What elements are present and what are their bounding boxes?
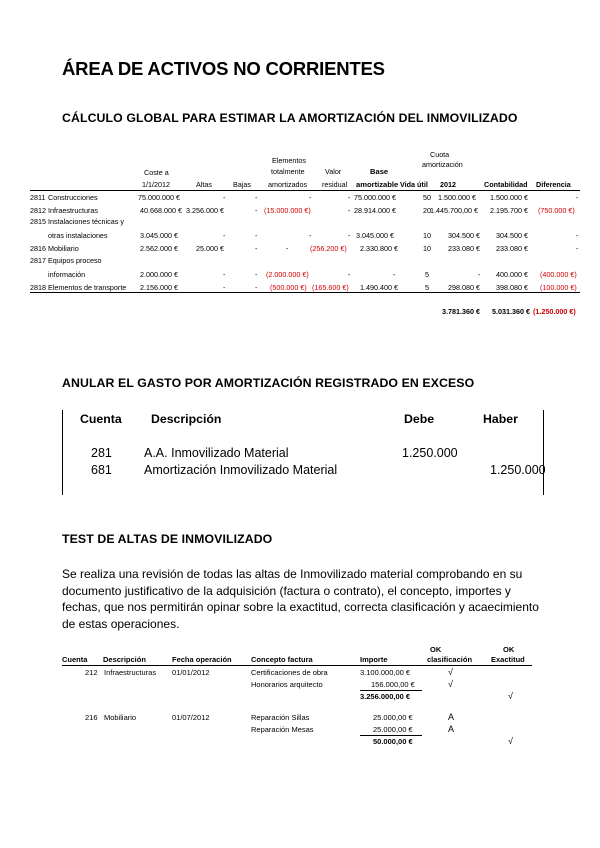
row-code: 2811 xyxy=(30,193,46,202)
row-contab: 1.500.000 € xyxy=(490,193,528,202)
row-coste: 3.045.000 € xyxy=(140,231,178,240)
a-mark-icon: A xyxy=(448,724,455,734)
journal-row-descripcion: Amortización Inmovilizado Material xyxy=(144,463,338,477)
total-diferencia: (1.250.000 €) xyxy=(533,307,576,316)
header-cuota-1: Cuota xyxy=(430,150,450,159)
row-cuota: 1.445.700,00 € xyxy=(430,206,478,215)
journal-header-debe: Debe xyxy=(404,412,435,426)
row-base: 1.490.400 € xyxy=(360,283,398,292)
header-cuota-2: amortización xyxy=(422,160,463,169)
row-valor: (165.600 €) xyxy=(312,283,349,292)
row-altas: 25.000 € xyxy=(196,244,224,253)
row-vida: 10 xyxy=(423,231,431,240)
row-cuota: 304.500 € xyxy=(448,231,480,240)
header-valor-2: residual xyxy=(322,180,348,189)
row-dif: - xyxy=(576,244,579,253)
row-coste: 2.562.000 € xyxy=(140,244,178,253)
page-title: ÁREA DE ACTIVOS NO CORRIENTES xyxy=(62,58,385,79)
altas-concepto: Reparación Sillas xyxy=(251,713,310,722)
header-altas: Altas xyxy=(196,180,212,189)
section-heading-test-altas: TEST DE ALTAS DE INMOVILIZADO xyxy=(62,532,273,546)
row-vida: 50 xyxy=(423,193,431,202)
altas-fecha: 01/01/2012 xyxy=(172,668,210,677)
row-valor: - xyxy=(348,231,351,240)
row-name: Infraestructuras xyxy=(48,206,98,215)
check-icon: √ xyxy=(448,679,453,689)
row-cuota: - xyxy=(478,270,481,279)
header-cuota-3: 2012 xyxy=(440,180,456,189)
row-contab: 233.080 € xyxy=(496,244,528,253)
altas-fecha: 01/07/2012 xyxy=(172,713,210,722)
altas-importe: 25.000,00 € xyxy=(373,713,413,722)
row-name: Elementos de transporte xyxy=(48,283,127,292)
altas-descripcion: Mobiliario xyxy=(104,713,137,722)
total-cuota: 3.781.360 € xyxy=(442,307,480,316)
altas-concepto: Certificaciones de obra xyxy=(251,668,328,677)
altas-descripcion: Infraestructuras xyxy=(104,668,157,677)
row-bajas: - xyxy=(255,231,258,240)
row-cuota: 1.500.000 € xyxy=(438,193,476,202)
row-elem: - xyxy=(286,244,289,253)
row-vida: 5 xyxy=(425,270,429,279)
header-elementos-3: amortizados xyxy=(268,180,308,189)
row-vida: 10 xyxy=(423,244,431,253)
row-base: 3.045.000 € xyxy=(356,231,394,240)
altas-header-clasificacion: clasificación xyxy=(427,655,473,664)
section-heading-amortizacion: CÁLCULO GLOBAL PARA ESTIMAR LA AMORTIZACIÓN DEL INMOVILIZADO xyxy=(62,111,518,125)
row-base: 2.330.800 € xyxy=(360,244,398,253)
row-cuota: 233.080 € xyxy=(448,244,480,253)
row-altas: - xyxy=(223,231,226,240)
row-altas: - xyxy=(223,193,226,202)
altas-cuenta: 216 xyxy=(85,713,98,722)
row-code: 2812 xyxy=(30,206,46,215)
row-elem: - xyxy=(309,231,312,240)
header-elementos-2: totalmente xyxy=(271,167,305,176)
row-bajas: - xyxy=(255,283,258,292)
row-code: 2818 xyxy=(30,283,46,292)
header-elementos-1: Elementos xyxy=(272,156,306,165)
row-coste: 2.000.000 € xyxy=(140,270,178,279)
row-altas: - xyxy=(223,270,226,279)
row-coste: 40.668.000 € xyxy=(140,206,182,215)
header-base-1: Base xyxy=(370,167,389,176)
header-bajas: Bajas xyxy=(233,180,251,189)
altas-header-exactitud: Exactitud xyxy=(491,655,525,664)
altas-total: 3.256.000,00 € xyxy=(360,692,411,701)
journal-row-cuenta: 681 xyxy=(91,463,112,477)
header-contabilidad: Contabilidad xyxy=(484,180,528,189)
row-name: Equipos proceso xyxy=(48,256,102,265)
check-icon: √ xyxy=(448,667,453,677)
altas-header-cuenta: Cuenta xyxy=(62,655,88,664)
row-code: 2817 xyxy=(30,256,46,265)
row-name: Construcciones xyxy=(48,193,98,202)
row-contab: 398.080 € xyxy=(496,283,528,292)
header-diferencia: Diferencia xyxy=(536,180,571,189)
row-coste: 2.156.000 € xyxy=(140,283,178,292)
check-icon: √ xyxy=(508,736,513,746)
row-code: 2815 xyxy=(30,217,46,226)
row-dif: - xyxy=(576,193,579,202)
row-altas: 3.256.000 € xyxy=(186,206,224,215)
row-bajas: - xyxy=(255,206,258,215)
row-valor: - xyxy=(348,270,351,279)
row-dif: (100.000 €) xyxy=(540,283,577,292)
journal-entry xyxy=(62,410,544,495)
altas-cuenta: 212 xyxy=(85,668,98,677)
row-bajas: - xyxy=(255,244,258,253)
altas-header-ok-1: OK xyxy=(430,645,442,654)
row-elem: (15.000.000 €) xyxy=(264,206,311,215)
header-valor-1: Valor xyxy=(325,167,342,176)
row-valor: - xyxy=(348,206,351,215)
row-valor: - xyxy=(348,193,351,202)
header-base-2: amortizable xyxy=(356,180,399,189)
journal-row-descripcion: A.A. Inmovilizado Material xyxy=(144,446,289,460)
altas-concepto: Reparación Mesas xyxy=(251,725,314,734)
row-altas: - xyxy=(223,283,226,292)
test-description: Se realiza una revisión de todas las altas de Inmovilizado material comprobando en su documento justificativo de la adquisición (factura o contrato), el concepto, importes y fechas, que nos permitirán opinar sobre la exactitud, correcta clasificación y acaecimiento de estas operaciones. xyxy=(62,567,539,631)
row-base: - xyxy=(393,270,396,279)
total-contabilidad: 5.031.360 € xyxy=(492,307,530,316)
altas-header-concepto: Concepto factura xyxy=(251,655,313,664)
row-coste: 75.000.000 € xyxy=(138,193,180,202)
row-base: 75.000.000 € xyxy=(354,193,396,202)
journal-row-debe: 1.250.000 xyxy=(402,446,458,460)
altas-header-descripcion: Descripción xyxy=(103,655,146,664)
altas-header-ok-2: OK xyxy=(503,645,515,654)
journal-row-cuenta: 281 xyxy=(91,446,112,460)
section-heading-anular: ANULAR EL GASTO POR AMORTIZACIÓN REGISTRADO EN EXCESO xyxy=(62,376,475,390)
row-vida: 20 xyxy=(423,206,431,215)
row-vida: 5 xyxy=(425,283,429,292)
amortization-table xyxy=(30,150,590,320)
journal-row-haber: 1.250.000 xyxy=(490,463,546,477)
row-code: 2816 xyxy=(30,244,46,253)
altas-header-fecha: Fecha operación xyxy=(172,655,232,664)
row-elem: - xyxy=(309,193,312,202)
row-valor: (256.200 €) xyxy=(310,244,347,253)
header-vida: Vida útil xyxy=(400,180,428,189)
altas-concepto: Honorarios arquitecto xyxy=(251,680,323,689)
altas-header-importe: Importe xyxy=(360,655,388,664)
row-dif: (400.000 €) xyxy=(540,270,577,279)
check-icon: √ xyxy=(508,691,513,701)
row-name-2: otras instalaciones xyxy=(48,231,108,240)
row-dif: - xyxy=(576,231,579,240)
a-mark-icon: A xyxy=(448,712,455,722)
journal-header-cuenta: Cuenta xyxy=(80,412,122,426)
header-coste-2: 1/1/2012 xyxy=(142,180,170,189)
row-dif: (750.000 €) xyxy=(538,206,575,215)
row-name: Mobiliario xyxy=(48,244,79,253)
row-base: 28.914.000 € xyxy=(354,206,396,215)
journal-header-descripcion: Descripción xyxy=(151,412,222,426)
journal-header-haber: Haber xyxy=(483,412,518,426)
row-name-2: información xyxy=(48,270,86,279)
row-contab: 304.500 € xyxy=(496,231,528,240)
row-contab: 400.000 € xyxy=(496,270,528,279)
altas-importe: 156.000,00 € xyxy=(371,680,415,689)
row-bajas: - xyxy=(255,270,258,279)
altas-total: 50.000,00 € xyxy=(373,737,413,746)
header-coste-1: Coste a xyxy=(144,168,169,177)
altas-importe: 25.000,00 € xyxy=(373,725,413,734)
row-cuota: 298.080 € xyxy=(448,283,480,292)
row-bajas: - xyxy=(255,193,258,202)
row-name: Instalaciones técnicas y xyxy=(48,217,124,226)
row-contab: 2.195.700 € xyxy=(490,206,528,215)
altas-importe: 3.100.000,00 € xyxy=(360,668,411,677)
row-elem: (2.000.000 €) xyxy=(266,270,309,279)
row-elem: (500.000 €) xyxy=(270,283,307,292)
